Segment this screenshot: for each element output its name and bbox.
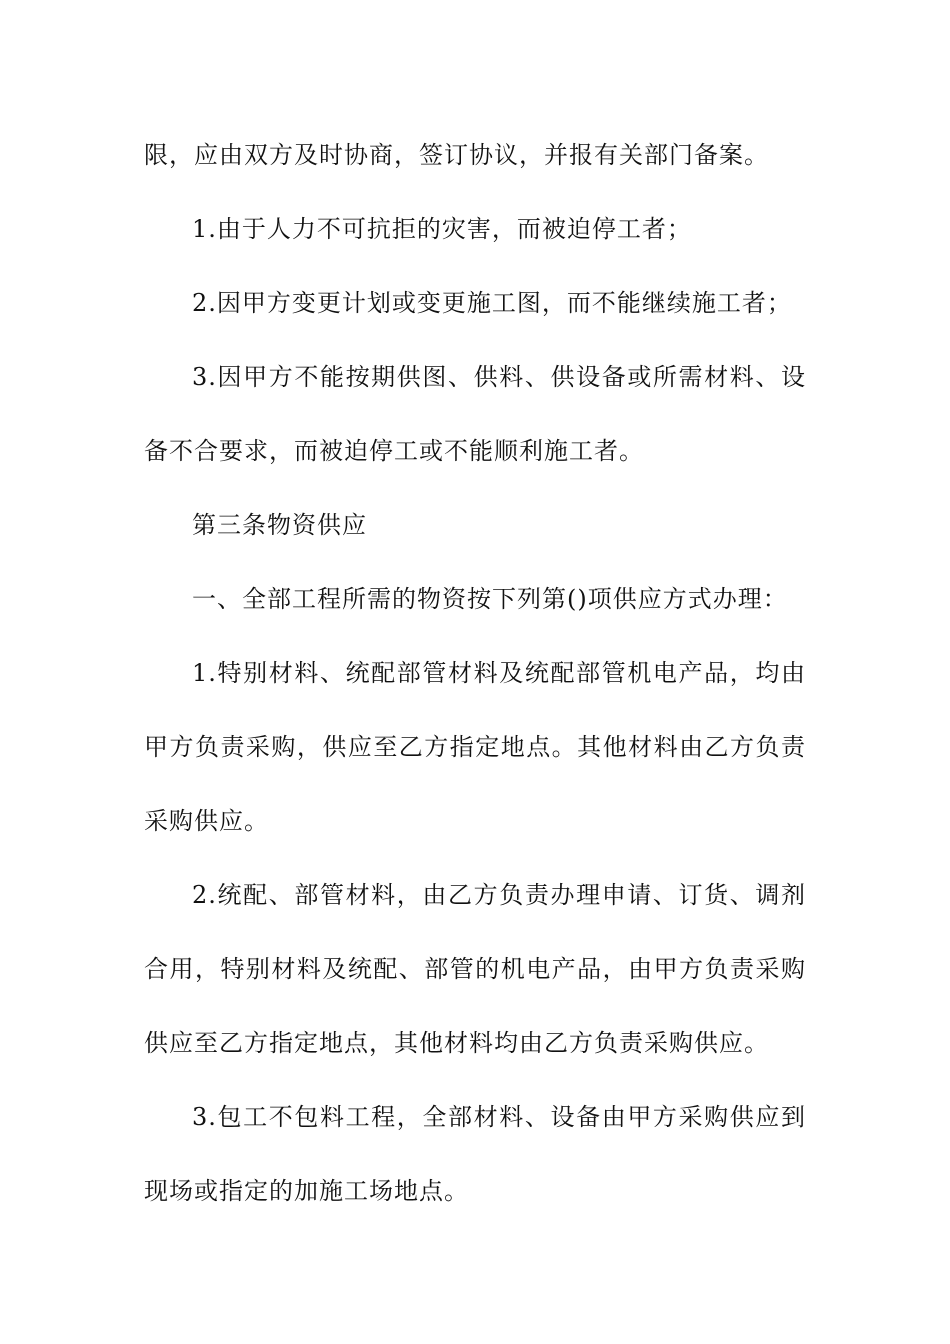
paragraph-item-2-plan-change: 2.因甲方变更计划或变更施工图，而不能继续施工者； xyxy=(192,289,792,317)
section-heading-article-3: 第三条物资供应 xyxy=(192,511,367,539)
paragraph-item-3-supply-delay: 3.因甲方不能按期供图、供料、供设备或所需材料、设备不合要求，而被迫停工或不能顺利施工者。 xyxy=(144,363,806,465)
paragraph-supply-option-1: 1.特别材料、统配部管材料及统配部管机电产品，均由甲方负责采购，供应至乙方指定地点。其他材料由乙方负责采购供应。 xyxy=(144,659,806,835)
document-body xyxy=(144,118,806,1228)
paragraph-continuation: 限，应由双方及时协商，签订协议，并报有关部门备案。 xyxy=(144,141,769,169)
paragraph-supply-option-2: 2.统配、部管材料，由乙方负责办理申请、订货、调剂合用，特别材料及统配、部管的机电产品，由甲方负责采购供应至乙方指定地点，其他材料均由乙方负责采购供应。 xyxy=(144,881,806,1057)
paragraph-supply-option-3: 3.包工不包料工程，全部材料、设备由甲方采购供应到现场或指定的加施工场地点。 xyxy=(144,1103,806,1205)
paragraph-supply-method: 一、全部工程所需的物资按下列第()项供应方式办理： xyxy=(192,585,788,613)
paragraph-item-1-force-majeure: 1.由于人力不可抗拒的灾害，而被迫停工者； xyxy=(192,215,692,243)
